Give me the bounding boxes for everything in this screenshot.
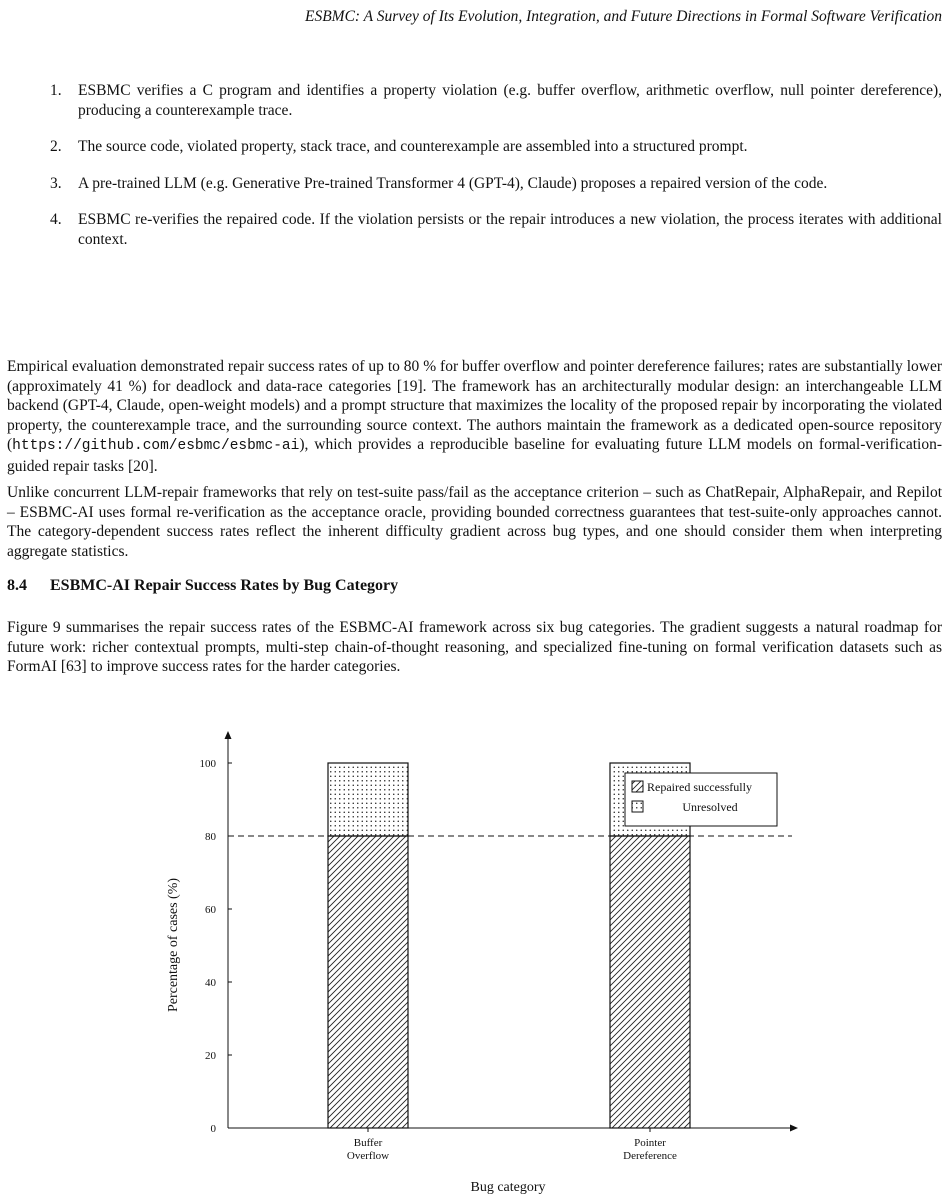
repository-url-link[interactable]: https://github.com/esbmc/esbmc-ai xyxy=(12,438,300,454)
y-tick-label: 40 xyxy=(205,977,216,989)
x-tick-label: Overflow xyxy=(346,1150,390,1162)
step-number: 3. xyxy=(50,174,62,192)
step-text: The source code, violated property, stack trace, and counterexample are assembled into a structured prompt. xyxy=(78,138,748,155)
legend-swatch xyxy=(632,781,643,792)
x-tick-label: Dereference xyxy=(623,1150,677,1162)
step-text: ESBMC verifies a C program and identifies a property violation (e.g. buffer overflow, arithmetic overflow, null pointer dereference), producing a counterexample trace. xyxy=(78,82,942,119)
step-text: ESBMC re-verifies the repaired code. If the violation persists or the repair introduces a new violation, the process iterates with additional context. xyxy=(78,211,942,248)
x-tick-label: Buffer xyxy=(353,1137,383,1149)
y-tick-label: 20 xyxy=(205,1050,216,1062)
legend-entry: Repaired successfully xyxy=(647,780,752,794)
paragraph-empirical-evaluation: Empirical evaluation demonstrated repair success rates of up to 80 % for buffer overflow and pointer dereference failures; rates are substantially lower (approximately 41 %) for deadlock and data-race categories [19]. The framework has an architecturally modular design: an interchangeable LLM backend (GPT-4, Claude, open-weight models) and a prompt structure that maximizes the locality of the proposed repair by incorporating the violated property, the counterexample trace, and the surrounding source context. The authors maintain the framework as a dedicated open-source repository (https://github.com/esbmc/esbmc-ai), which provides a reproducible baseline for evaluating future LLM models on formal-verification-guided repair tasks [20]. xyxy=(7,358,942,475)
running-header: ESBMC: A Survey of Its Evolution, Integration, and Future Directions in Formal Software Verification xyxy=(304,8,942,25)
x-axis-arrow xyxy=(790,1125,798,1132)
step-number: 1. xyxy=(50,82,62,99)
paragraph-figure-summary: Figure 9 summarises the repair success rates of the ESBMC-AI framework across six bug categories. The gradient suggests a natural roadmap for future work: richer contextual prompts, multi-step chain-of-thought reasoning, and specialized fine-tuning on formal verification datasets such as FormAI [63] to improve success rates for the harder categories. xyxy=(7,619,942,675)
legend-swatch xyxy=(632,801,643,812)
y-tick-label: 100 xyxy=(199,758,216,770)
bar-unresolved xyxy=(328,763,408,836)
y-axis-arrow xyxy=(225,731,232,739)
section-title: ESBMC-AI Repair Success Rates by Bug Category xyxy=(50,577,399,594)
step-number: 4. xyxy=(50,211,62,228)
paragraph-comparison: Unlike concurrent LLM-repair frameworks that rely on test-suite pass/fail as the acceptance criterion – such as ChatRepair, AlphaRepair, and Repilot – ESBMC-AI uses formal re-verification as the acceptance oracle, providing bounded correctness guarantees that test-suite-only approaches cannot. The category-dependent success rates reflect the inherent difficulty gradient across bug types, and one should consider them when interpreting aggregate statistics. xyxy=(7,484,942,560)
y-tick-label: 0 xyxy=(210,1123,216,1135)
section-number: 8.4 xyxy=(7,577,27,594)
bar-repaired xyxy=(610,836,690,1128)
legend-entry: Unresolved xyxy=(682,800,738,814)
y-tick-label: 60 xyxy=(205,904,216,916)
step-text: A pre-trained LLM (e.g. Generative Pre-trained Transformer 4 (GPT-4), Claude) proposes a repaired version of the code. xyxy=(78,174,828,192)
x-axis-label: Bug category xyxy=(470,1180,546,1195)
bar-repaired xyxy=(328,836,408,1128)
y-tick-label: 80 xyxy=(205,831,216,843)
x-tick-label: Pointer xyxy=(634,1137,666,1149)
step-number: 2. xyxy=(50,138,62,155)
y-axis-label: Percentage of cases (%) xyxy=(166,877,181,1013)
